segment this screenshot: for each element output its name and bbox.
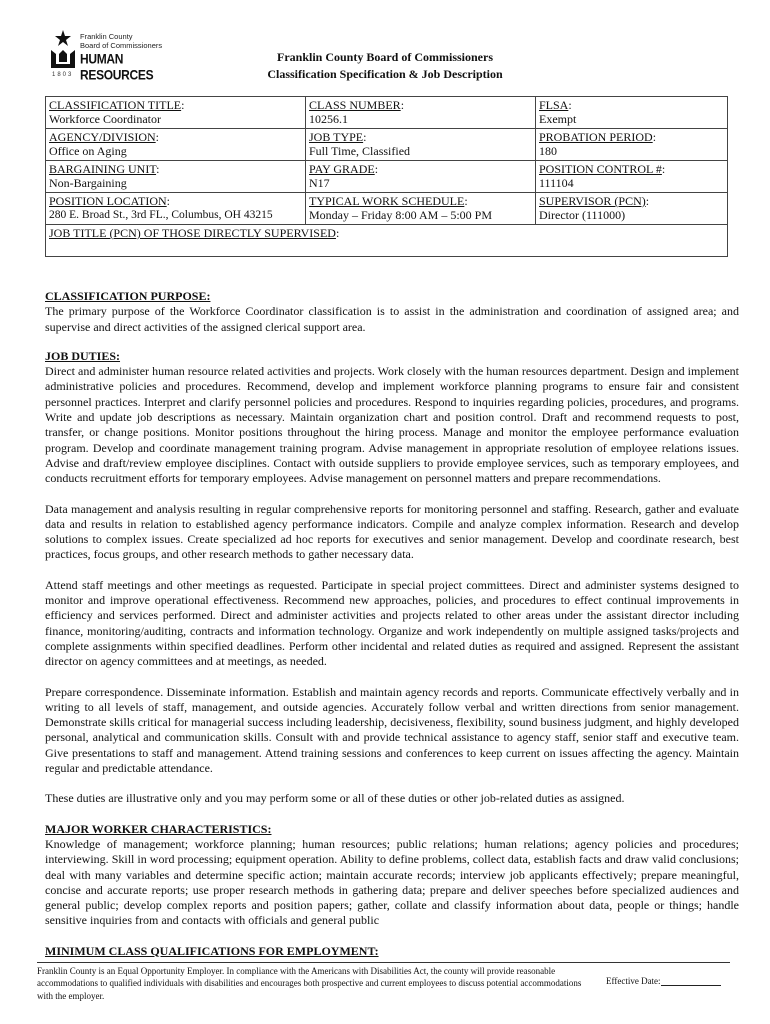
- duties-paragraph-2: Data management and analysis resulting in regular comprehensive reports for monitoring personnel and staffing. Research, gather and evaluate data and results in relation to established agency performance indicators. Compile and analyze complex information. Research and develop solutions to complex issues. Create specialized ad hoc reports for executives and senior management. Develop and coordinate research, best practices, focus groups, and other research methods to gather necessary data.: [45, 501, 739, 562]
- effective-date: [606, 976, 721, 986]
- supervisor-value: Director (111000): [539, 208, 626, 222]
- class-number-cell: [306, 97, 536, 129]
- heading-line-2: Classification Specification & Job Description: [267, 67, 503, 81]
- classification-spec-table: [45, 96, 728, 257]
- table-row: [46, 97, 728, 129]
- supervisor-label: SUPERVISOR (PCN):: [539, 194, 650, 208]
- pay-grade-label: PAY GRADE:: [309, 162, 379, 176]
- bargaining-label: BARGAINING UNIT:: [49, 162, 160, 176]
- probation-value: 180: [539, 144, 557, 158]
- document-body: [45, 289, 739, 959]
- location-label: POSITION LOCATION:: [49, 194, 171, 208]
- pay-grade-cell: [306, 161, 536, 193]
- characteristics-heading: MAJOR WORKER CHARACTERISTICS:: [45, 821, 272, 836]
- schedule-label: TYPICAL WORK SCHEDULE:: [309, 194, 468, 208]
- probation-cell: [536, 129, 728, 161]
- duties-heading: JOB DUTIES:: [45, 348, 121, 363]
- classification-title-cell: [46, 97, 306, 129]
- schedule-value: Monday – Friday 8:00 AM – 5:00 PM: [309, 208, 493, 222]
- flsa-cell: [536, 97, 728, 129]
- table-row: [46, 225, 728, 257]
- probation-label: PROBATION PERIOD:: [539, 130, 657, 144]
- position-control-label: POSITION CONTROL #:: [539, 162, 666, 176]
- location-cell: [46, 193, 306, 225]
- effective-date-label: Effective Date:: [606, 976, 661, 986]
- flsa-label: FLSA:: [539, 98, 572, 112]
- agency-value: Office on Aging: [49, 144, 127, 158]
- bargaining-value: Non-Bargaining: [49, 176, 127, 190]
- logo-brand: HUMAN RESOURCES: [80, 50, 154, 84]
- job-type-label: JOB TYPE:: [309, 130, 367, 144]
- bargaining-cell: [46, 161, 306, 193]
- table-row: [46, 193, 728, 225]
- supervised-cell: [46, 225, 728, 257]
- logo-year: 1803: [52, 72, 74, 78]
- logo-line-1: Franklin County: [80, 32, 133, 41]
- agency-label: AGENCY/DIVISION:: [49, 130, 160, 144]
- classification-title-value: Workforce Coordinator: [49, 112, 161, 126]
- position-control-cell: [536, 161, 728, 193]
- qualifications-heading: MINIMUM CLASS QUALIFICATIONS FOR EMPLOYMENT:: [45, 943, 379, 958]
- class-number-value: 10256.1: [309, 112, 348, 126]
- classification-title-label: CLASSIFICATION TITLE:: [49, 98, 185, 112]
- duties-paragraph-5: These duties are illustrative only and you may perform some or all of these duties or other job-related duties as assigned.: [45, 791, 625, 806]
- flsa-value: Exempt: [539, 112, 577, 126]
- heading-line-1: Franklin County Board of Commissioners: [276, 50, 494, 64]
- characteristics-text: Knowledge of management; workforce planning; human resources; public relations; human relations; agency policies and procedures; interviewing. Skill in word processing; equipment operation. Ability to define problems, collect data, establish facts and draw valid conclusions; deal with many variables and determine specific action; maintain accurate records; interview job applicants effectively; prepare meaningful, concise and accurate reports; use proper research methods in gathering data; prepare and deliver speeches before specialized audiences and general public; develop complex reports and position papers; gather, collate and classify information about data, people or things; handle sensitive inquiries from and contacts with officials and general public: [45, 836, 739, 928]
- eeo-statement: Franklin County is an Equal Opportunity Employer. In compliance with the Americans with Disabilities Act, the county will provide reasonable accommodations to qualified individuals with disabilities and encourages both prospective and current employees to discuss potential accommodations with the employer.: [37, 966, 582, 1001]
- job-type-cell: [306, 129, 536, 161]
- table-row: [46, 129, 728, 161]
- supervisor-cell: [536, 193, 728, 225]
- pay-grade-value: N17: [309, 176, 330, 190]
- duties-paragraph-3: Attend staff meetings and other meetings as requested. Participate in special project committees. Direct and administer systems designed to monitor and improve operational effectiveness. Recommend new approaches, policies, and procedures to effect continual improvements in efficiency and services performed. Direct and administer activities and projects related to other areas under the assistant director including finance, monitoring/auditing, contracts and information technology. Organize and work independently on multiple assigned tasks/projects and complete assignments within specified deadlines. Perform other incidental and related duties as required and assigned. Represent the assistant director on agency committees and at meetings, as needed.: [45, 577, 739, 669]
- table-row: [46, 161, 728, 193]
- logo-line-2: Board of Commissioners: [80, 41, 163, 50]
- purpose-heading: CLASSIFICATION PURPOSE:: [45, 289, 211, 303]
- job-type-value: Full Time, Classified: [309, 144, 411, 158]
- agency-cell: [46, 129, 306, 161]
- duties-paragraph-1: Direct and administer human resource related activities and projects. Work closely with the human resources department. Design and implement administrative policies and procedures. Recommend, develop and implement workforce planning programs to ensure fair and consistent personnel practices. Interpret and clarify personnel policies and procedures. Respond to inquiries regarding policies, procedures, and programs. Write and update job descriptions as necessary. Maintain organization chart and position control. Draft and recommend requests to post, transfer, or change positions. Monitor positions throughout the hiring process. Manage and monitor the employee performance evaluation program. Develop and coordinate management training program. Advise management in appropriate resolution of employee relations issues. Advise and draft/review employee disciplines. Contact with outside suppliers to provide employee services, such as temporary employees, and conducts recruitment efforts for temporary employees. Advise management on personnel matters and prepare recommendations.: [45, 364, 739, 486]
- document-heading: [0, 49, 770, 83]
- location-value: 280 E. Broad St., 3rd FL., Columbus, OH 43215: [49, 209, 273, 221]
- class-number-label: CLASS NUMBER:: [309, 98, 405, 112]
- position-control-value: 111104: [539, 176, 574, 190]
- supervised-label: JOB TITLE (PCN) OF THOSE DIRECTLY SUPERVISED:: [49, 226, 340, 240]
- schedule-cell: [306, 193, 536, 225]
- duties-paragraph-4: Prepare correspondence. Disseminate information. Establish and maintain agency records and reports. Communicate effectively verbally and in writing to all levels of staff, management, and outside agencies. Accurately follow verbal and written directions from senior management. Demonstrate skills critical for managerial success including leadership, decisiveness, flexibility, sound business judgment, and highly developed personal, analytical and communication skills. Consult with and provide technical assistance to agency staff, senior staff and executive team. Give presentations to staff and management. Attend training sessions and conferences to keep current on issues affecting the agency. Maintain regular and predictable attendance.: [45, 684, 739, 776]
- effective-date-blank: [661, 976, 721, 986]
- footer-divider: [37, 962, 730, 963]
- purpose-text: The primary purpose of the Workforce Coordinator classification is to assist in the administration and coordination of assigned area; and supervise and direct activities of the assigned clerical support area.: [45, 304, 739, 334]
